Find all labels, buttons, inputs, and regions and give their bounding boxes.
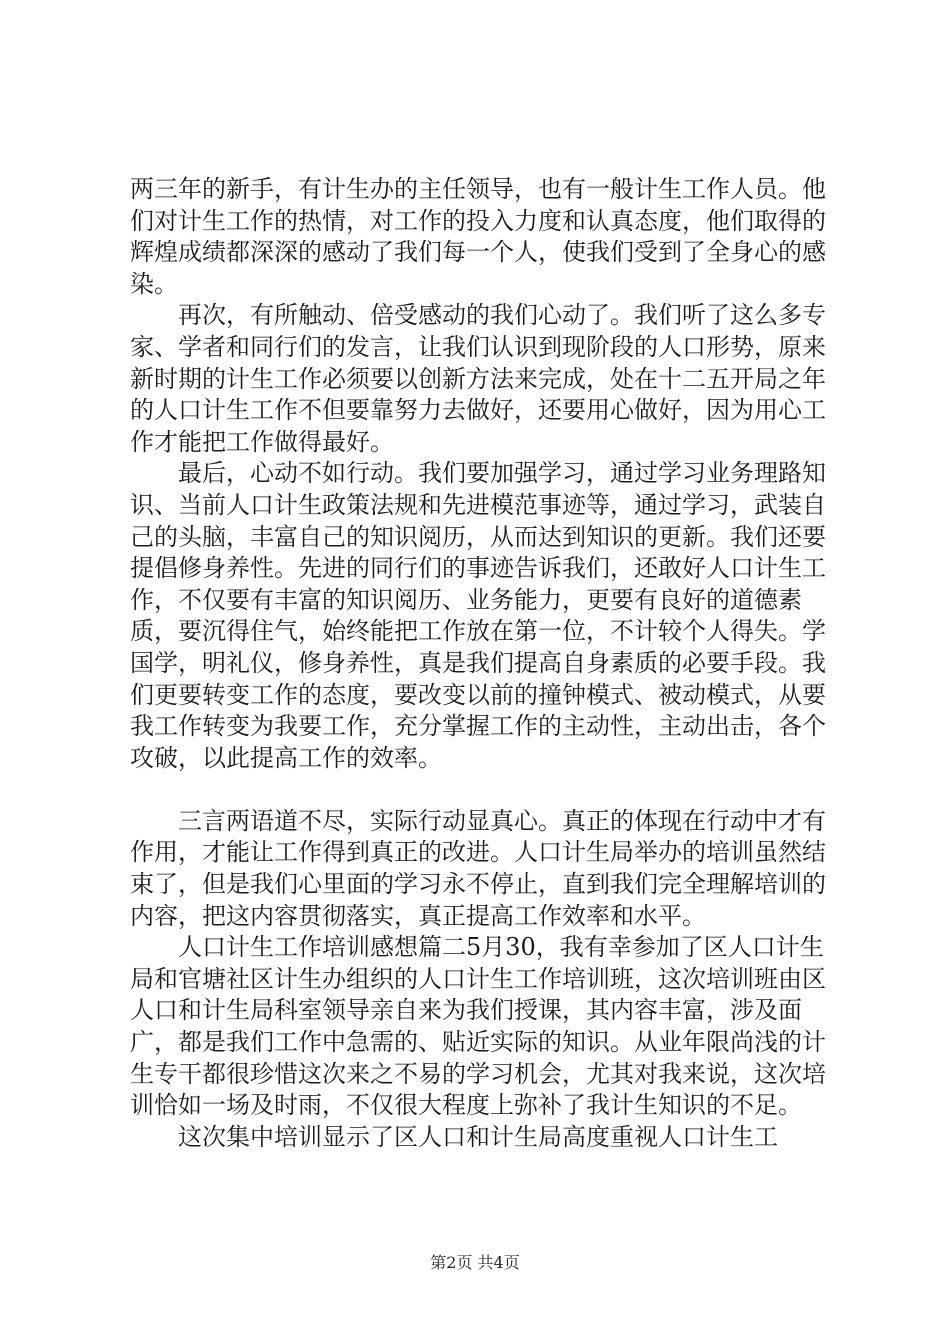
paragraph-spacer — [130, 774, 830, 806]
page-footer: 第2页 共4页 — [430, 1253, 520, 1272]
paragraph-6: 这次集中培训显示了区人口和计生局高度重视人口计生工 — [178, 1122, 778, 1151]
paragraph-3: 最后，心动不如行动。我们要加强学习，通过学习业务理路知识、当前人口计生政策法规和先进模范事迹等，通过学习，武装自己的头脑，丰富自己的知识阅历，从而达到知识的更新。我们还要提倡修身养性。先进的同行们的事迹告诉我们，还敢好人口计生工作，不仅要有丰富的知识阅历、业务能力，更要有良好的道德素质，要沉得住气，始终能把工作放在第一位，不计较个人得失。学国学，明礼仪，修身养性，真是我们提高自身素质的必要手段。我们更要转变工作的态度，要改变以前的撞钟模式、被动模式，从要我工作转变为我要工作，充分掌握工作的主动性，主动出击，各个攻破，以此提高工作的效率。 — [130, 459, 826, 772]
document-body — [130, 174, 830, 1153]
paragraph-2: 再次，有所触动、倍受感动的我们心动了。我们听了这么多专家、学者和同行们的发言，让我们认识到现阶段的人口形势，原来新时期的计生工作必须要以创新方法来完成，处在十二五开局之年的人口计生工作不但要靠努力去做好，还要用心做好，因为用心工作才能把工作做得最好。 — [130, 301, 826, 456]
paragraph-5: 人口计生工作培训感想篇二5月30，我有幸参加了区人口计生局和官塘社区计生办组织的人口计生工作培训班，这次培训班由区人口和计生局科室领导亲自来为我们授课，其内容丰富，涉及面广，都是我们工作中急需的、贴近实际的知识。从业年限尚浅的计生专干都很珍惜这次来之不易的学习机会，尤其对我来说，这次培训恰如一场及时雨，不仅很大程度上弥补了我计生知识的不足。 — [130, 933, 826, 1120]
paragraph-1: 两三年的新手，有计生办的主任领导，也有一般计生工作人员。他们对计生工作的热情，对工作的投入力度和认真态度，他们取得的辉煌成绩都深深的感动了我们每一个人，使我们受到了全身心的感染。 — [130, 175, 826, 298]
paragraph-4: 三言两语道不尽，实际行动显真心。真正的体现在行动中才有作用，才能让工作得到真正的改进。人口计生局举办的培训虽然结束了，但是我们心里面的学习永不停止，直到我们完全理解培训的内容，把这内容贯彻落实，真正提高工作效率和水平。 — [130, 806, 826, 930]
